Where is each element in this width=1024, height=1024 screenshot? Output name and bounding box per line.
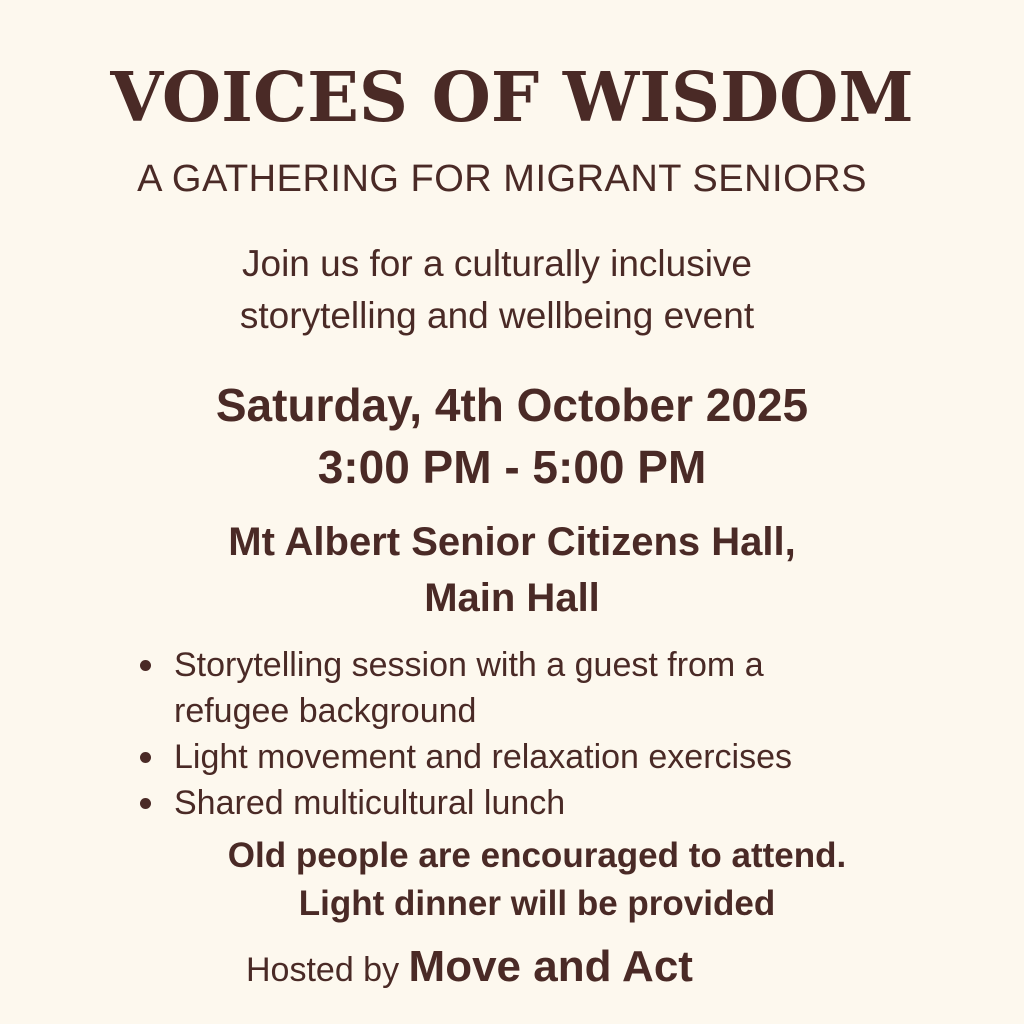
list-item [136,734,896,780]
bullet-icon [140,660,151,671]
event-date-time [0,374,1024,498]
bullet-icon [140,798,151,809]
bullet-icon [140,752,151,763]
activity-label: Shared multicultural lunch [174,784,566,822]
note-line: Light dinner will be provided [298,884,776,923]
activity-list [136,642,896,826]
host-name: Move and Act [408,942,693,991]
event-venue [0,514,1024,626]
note-line: Old people are encouraged to attend. [227,836,847,875]
venue-line: Mt Albert Senior Citizens Hall, [228,520,796,564]
event-intro [0,238,994,342]
event-time: 3:00 PM - 5:00 PM [317,441,707,493]
host-line [246,938,693,999]
venue-line: Main Hall [424,576,600,620]
list-item [136,780,896,826]
event-date: Saturday, 4th October 2025 [215,379,809,431]
activity-label: Storytelling session with a guest from a refugee background [174,646,764,730]
intro-line: storytelling and wellbeing event [239,295,755,336]
list-item [136,642,896,734]
host-prefix: Hosted by [246,951,400,989]
attendance-note [0,832,1024,928]
event-title: VOICES OF WISDOM [110,58,914,138]
activity-label: Light movement and relaxation exercises [174,738,792,776]
intro-line: Join us for a culturally inclusive [242,243,752,284]
event-subtitle: A GATHERING FOR MIGRANT SENIORS [137,158,867,200]
